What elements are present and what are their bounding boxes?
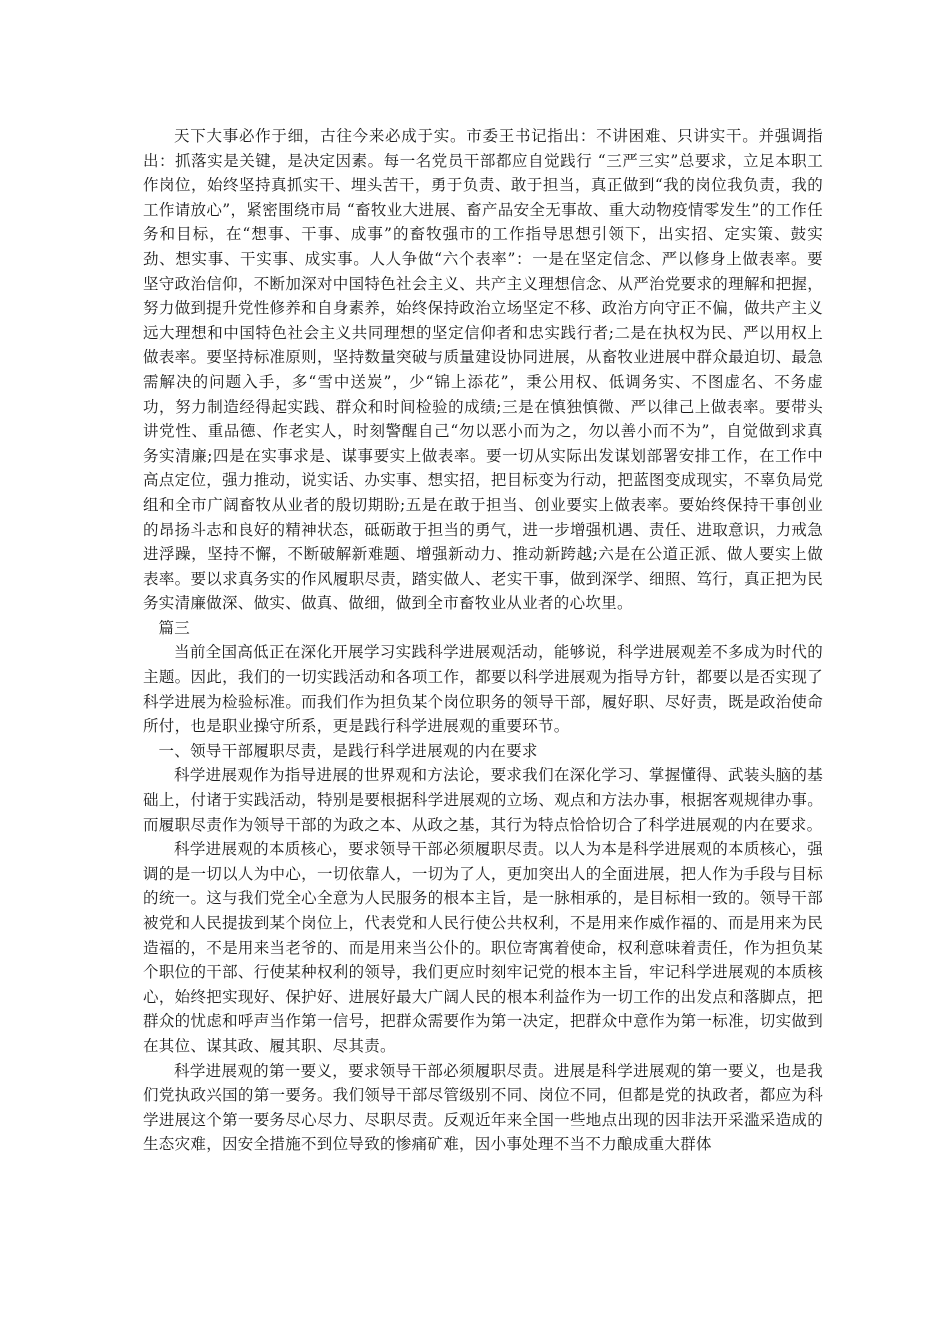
section-heading-one: 一、领导干部履职尽责，是践行科学进展观的内在要求 [158, 741, 538, 760]
paragraph-first-priority: 科学进展观的第一要义，要求领导干部必须履职尽责。进展是科学进展观的第一要义，也是我们党执政兴国的第一要务。我们领导干部尽管级别不同、岗位不同，但都是党的执政者，都应为科学进展这个第一要务尽心尽力、尽职尽责。反观近年来全国一些地点出现的因非法开采滥采造成的生态灾难，因安全措施不到位导致的惨痛矿难，因小事处理不当不力酿成重大群体 [143, 1061, 823, 1154]
paragraph-intro: 当前全国高低正在深化开展学习实践科学进展观活动，能够说，科学进展观差不多成为时代的主题。因此，我们的一切实践活动和各项工作，都要以科学进展观为指导方针，都要以是否实现了科学进展为检验标准。而我们作为担负某个岗位职务的领导干部，履好职、尽好责，既是政治使命所付，也是职业操守所系，更是践行科学进展观的重要环节。 [143, 643, 823, 736]
paragraph-methodology: 科学进展观作为指导进展的世界观和方法论，要求我们在深化学习、掌握懂得、武装头脑的基础上，付诸于实践活动，特别是要根据科学进展观的立场、观点和方法办事，根据客观规律办事。而履职尽责作为领导干部的为政之本、从政之基，其行为特点恰恰切合了科学进展观的内在要求。 [143, 766, 823, 834]
document-body [143, 124, 823, 1157]
paragraph-six-exemplars: 天下大事必作于细，古往今来必成于实。市委王书记指出：不讲困难、只讲实干。并强调指出：抓落实是关键，是决定因素。每一名党员干部都应自觉践行 “三严三实”总要求，立足本职工作岗位，始终坚持真抓实干、埋头苦干，勇于负责、敢于担当，真正做到“我的岗位我负责，我的工作请放心”，紧密围绕市局 “畜牧业大进展、畜产品安全无事故、重大动物疫情零发生”的工作任务和目标，在“想事、干事、成事”的畜牧强市的工作指导思想引领下，出实招、定实策、鼓实劲、想实事、干实事、成实事。人人争做“六个表率”：一是在坚定信念、严以修身上做表率。要坚守政治信仰，不断加深对中国特色社会主义、共产主义理想信念、从严治党要求的理解和把握，努力做到提升党性修养和自身素养，始终保持政治立场坚定不移、政治方向守正不偏，做共产主义远大理想和中国特色社会主义共同理想的坚定信仰者和忠实践行者;二是在执权为民、严以用权上做表率。要坚持标准原则，坚持数量突破与质量建设协同进展，从畜牧业进展中群众最迫切、最急需解决的问题入手，多“雪中送炭”，少“锦上添花”，秉公用权、低调务实、不图虚名、不务虚功，努力制造经得起实践、群众和时间检验的成绩;三是在慎独慎微、严以律己上做表率。要带头讲党性、重品德、作老实人，时刻警醒自己“勿以恶小而为之，勿以善小而不为”，自觉做到求真务实清廉;四是在实事求是、谋事要实上做表率。要一切从实际出发谋划部署安排工作，在工作中高点定位，强力推动，说实话、办实事、想实招，把目标变为行动，把蓝图变成现实，不辜负局党组和全市广阔畜牧从业者的殷切期盼;五是在敢于担当、创业要实上做表率。要始终保持干事创业的昂扬斗志和良好的精神状态，砥砺敢于担当的勇气，进一步增强机遇、责任、进取意识，力戒急进浮躁，坚持不懈，不断破解新难题、增强新动力、推动新跨越;六是在公道正派、做人要实上做表率。要以求真务实的作风履职尽责，踏实做人、老实干事，做到深学、细照、笃行，真正把为民务实清廉做深、做实、做真、做细，做到全市畜牧业从业者的心坎里。 [143, 127, 823, 613]
section-title-part-three: 篇三 [158, 618, 191, 637]
paragraph-essence-core: 科学进展观的本质核心，要求领导干部必须履职尽责。以人为本是科学进展观的本质核心，强调的是一切以人为中心，一切依靠人，一切为了人，更加突出人的全面进展，把人作为手段与目标的统一。这与我们党全心全意为人民服务的根本主旨，是一脉相承的，是目标相一致的。领导干部被党和人民提拔到某个岗位上，代表党和人民行使公共权利，不是用来作威作福的、而是用来为民造福的，不是用来当老爷的、而是用来当公仆的。职位寄寓着使命，权利意味着责任，作为担负某个职位的干部、行使某种权利的领导，我们更应时刻牢记党的根本主旨，牢记科学进展观的本质核心，始终把实现好、保护好、进展好最大广阔人民的根本利益作为一切工作的出发点和落脚点，把群众的忧虑和呼声当作第一信号，把群众需要作为第一决定，把群众中意作为第一标准，切实做到在其位、谋其政、履其职、尽其责。 [143, 840, 823, 1055]
